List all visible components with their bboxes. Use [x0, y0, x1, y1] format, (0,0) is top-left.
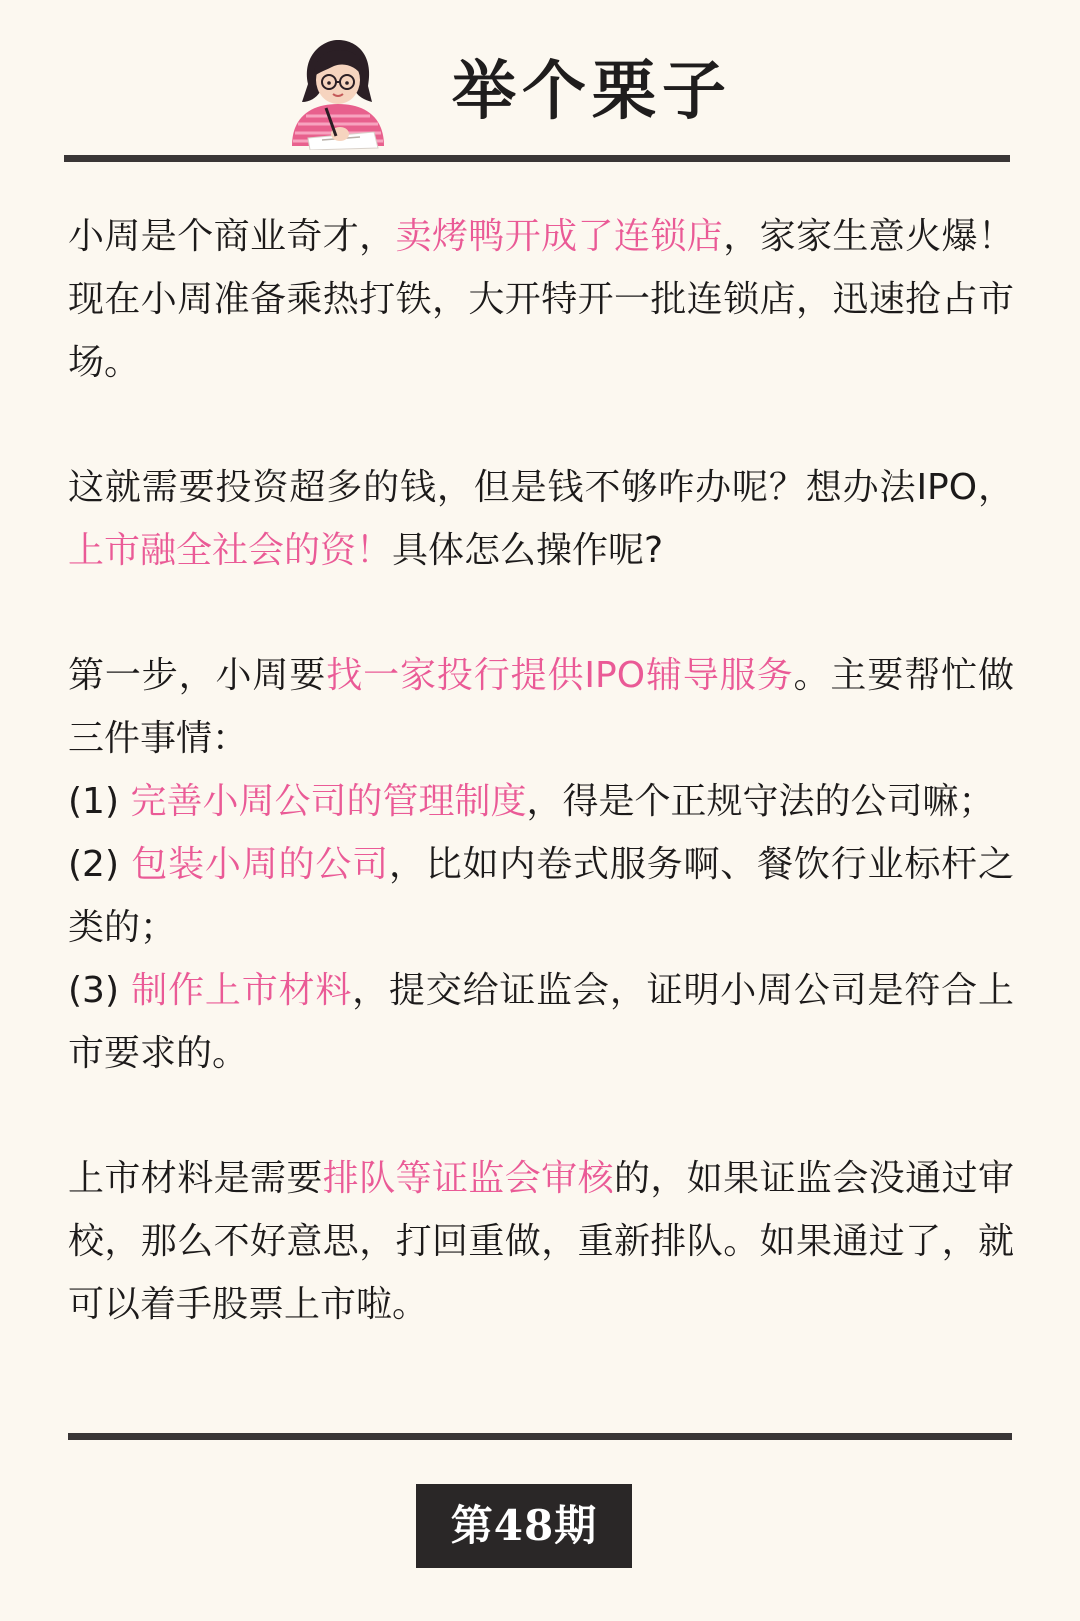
text-segment: ，比如内卷式服务啊、餐饮行业标杆之类的；	[68, 844, 1014, 948]
highlight-text: 制作上市材料	[131, 970, 353, 1011]
list-number: (1)	[68, 781, 131, 822]
list-number: (3)	[68, 970, 132, 1011]
list-item	[68, 770, 1014, 833]
paragraph-review	[68, 1147, 1014, 1336]
list-number: (2)	[68, 844, 132, 885]
page-title: 举个栗子	[452, 55, 732, 129]
paragraph-funding	[68, 456, 1014, 582]
text-segment: ，家家生意火爆！现在小周准备乘热打铁，大开特开一批连锁店，迅速抢占市场。	[68, 216, 1014, 383]
text-segment: 这就需要投资超多的钱，但是钱不够咋办呢？想办法IPO，	[68, 467, 1014, 508]
text-segment: ，提交给证监会，证明小周公司是符合上市要求的。	[68, 970, 1014, 1074]
highlight-text: 排队等证监会审核	[322, 1158, 614, 1199]
text-segment: 。主要帮忙做三件事情：	[68, 655, 1014, 759]
text-segment: 第一步，小周要	[68, 655, 327, 696]
paragraph-step-one	[68, 644, 1014, 770]
list-item	[68, 959, 1014, 1085]
text-segment: 小周是个商业奇才，	[68, 216, 396, 257]
list-item	[68, 833, 1014, 959]
top-divider	[64, 155, 1010, 162]
highlight-text: 上市融全社会的资！	[68, 530, 393, 571]
highlight-text: 完善小周公司的管理制度	[130, 781, 527, 822]
text-segment: ，得是个正规守法的公司嘛；	[526, 781, 995, 822]
header	[0, 30, 1080, 150]
highlight-text: 卖烤鸭开成了连锁店	[395, 216, 724, 257]
text-segment: 的，如果证监会没通过审校，那么不好意思，打回重做，重新排队。如果通过了，就可以着手股票上市啦。	[68, 1158, 1014, 1325]
bottom-divider	[68, 1433, 1012, 1440]
girl-writing-icon	[278, 36, 396, 150]
highlight-text: 找一家投行提供IPO辅导服务	[326, 655, 794, 696]
highlight-text: 包装小周的公司	[131, 844, 389, 885]
issue-badge: 第48期	[416, 1484, 632, 1568]
text-segment: 具体怎么操作呢?	[392, 530, 664, 571]
text-segment: 上市材料是需要	[68, 1158, 323, 1199]
article-body	[68, 205, 1014, 1336]
paragraph-intro	[68, 205, 1014, 394]
